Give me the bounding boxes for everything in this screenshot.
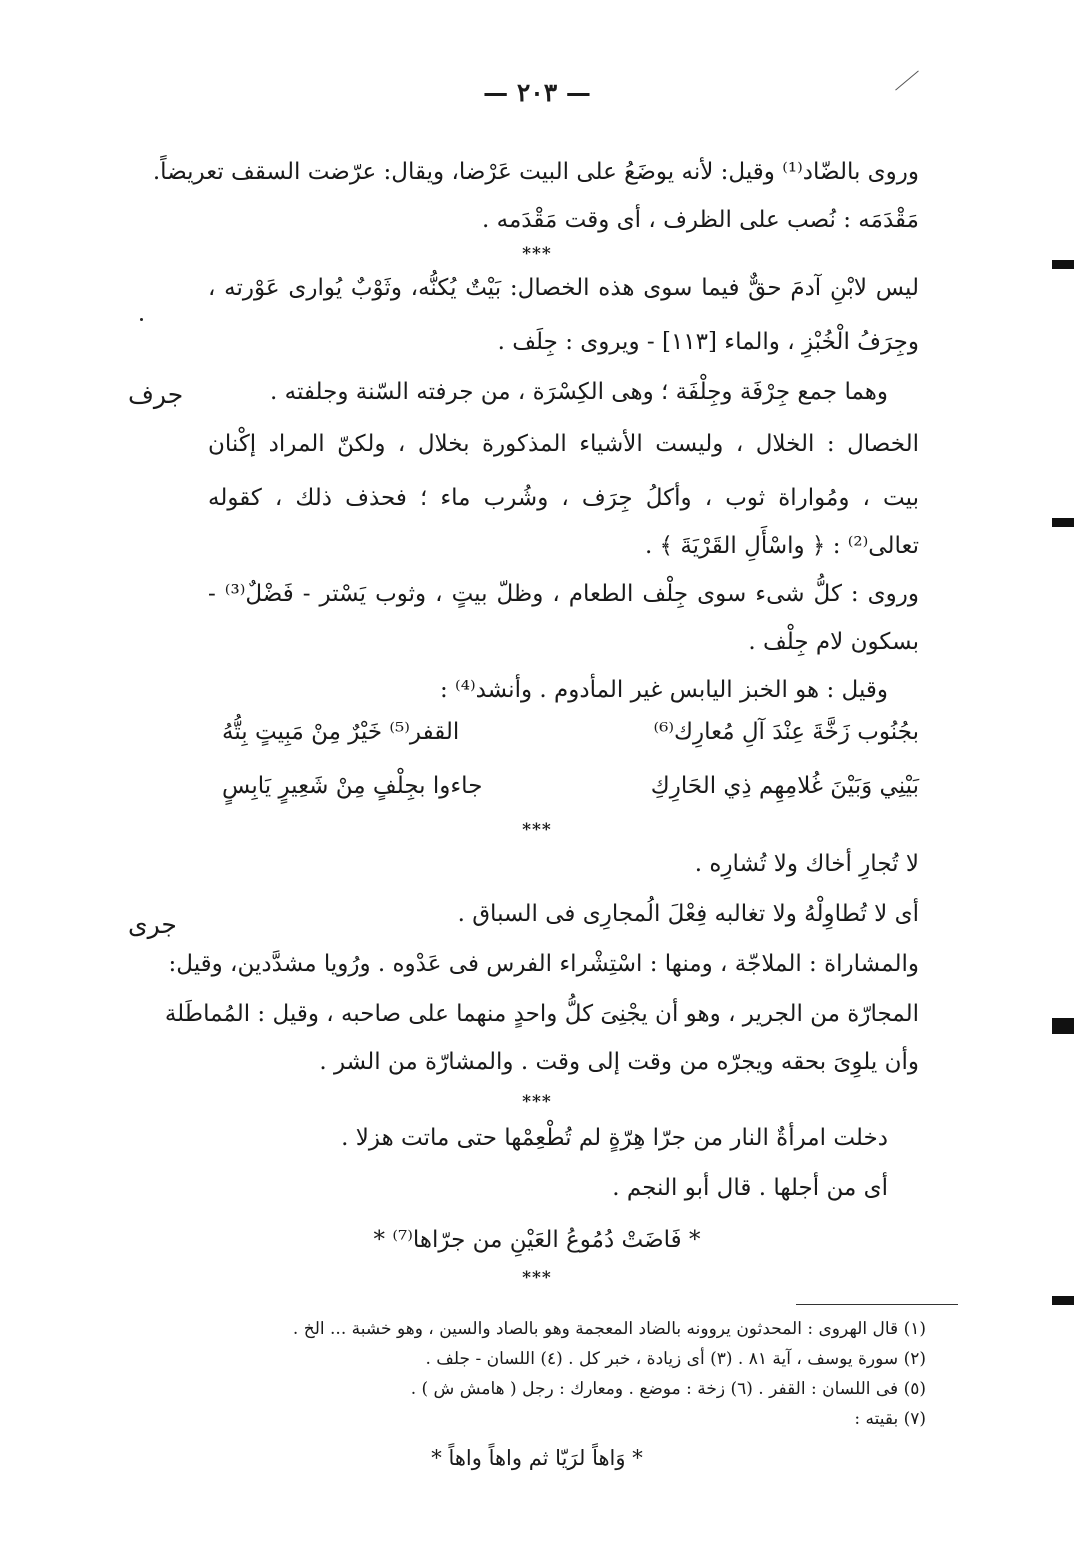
footnote: (٢) سورة يوسف ، آية ٨١ . (٣) أى زيادة ، خبر كل . (٤) اللسان - جلف .: [425, 1349, 926, 1369]
section-separator: ***: [522, 1092, 552, 1112]
text-line: أى لا تُطاوِلْهُ ولا تغالبه فِعْلَ الُمجارِى فى السباق .: [457, 901, 919, 927]
section-separator: ***: [522, 244, 552, 264]
text-line: المجارّة من الجرير ، وهو أن يجْنِىَ كلُّ واحدٍ منهما على صاحبه ، وقيل : المُماطَلة: [164, 1001, 919, 1027]
edge-mark: [1052, 1296, 1074, 1305]
poem-hemistich: * فَاضَتْ دُمُوعُ العَيْنِ من جرّاها⁽⁷⁾ *: [373, 1227, 701, 1253]
text-line: الخصال : الخلال ، وليست الأشياء المذكورة بخلال ، ولكنّ المراد إكْنان: [208, 431, 919, 457]
verse-hemistich: بجُنُوب زَخَّةَ عِنْدَ آلِ مُعارِك⁽⁶⁾: [653, 719, 919, 745]
text-line: والمشاراة : الملاجّة ، ومنها : اسْتِشْراء الفرس فى عَدْوه . ورُويا مشدَّدين، وقيل:: [168, 951, 919, 977]
text-line: وروى : كلُّ شىء سوى جِلْف الطعام ، وظلّ بيتٍ ، وثوب يَسْتر - فَضْلٌ⁽³⁾ -: [208, 581, 920, 607]
text-line: وروى بالضّاد⁽¹⁾ وقيل: لأنه يوضَعُ على البيت عَرْضا، ويقال: عرّضت السقف تعريضاً.: [152, 159, 919, 185]
text-line: بيت ، ومُواراة ثوب ، وأكلُ جِرَف ، وشُرب ماء ؛ فحذف ذلك ، كقوله: [208, 485, 919, 511]
text-line: دخلت امرأةٌ النار من جرّا هِرّةٍ لم تُطْعِمْها حتى ماتت هزلا .: [341, 1125, 888, 1151]
text-line: أى من أجلها . قال أبو النجم .: [612, 1175, 888, 1201]
margin-word-jara: جرى: [128, 910, 177, 939]
section-separator: ***: [522, 820, 552, 840]
margin-word-jarf: جرف: [128, 380, 184, 409]
text-line: بسكون لام جِلْف .: [748, 629, 919, 655]
text-line: وهما جمع جِرْفَة وجِلْفَة ؛ وهى الكِسْرَة ، من جرفته السّنة وجلفته .: [269, 379, 888, 405]
text-line: وجِرَفُ الْخُبْزِ ، والماء [١١٣] - ويروى : جِلَف .: [497, 329, 919, 355]
page-number: — ٢٠٣ —: [483, 78, 591, 107]
text-line: وقيل : هو الخبز اليابس غير المأدوم . وأنشد⁽⁴⁾ :: [439, 677, 888, 703]
footnote: (٧) بقيته :: [854, 1409, 926, 1429]
ink-speck: [140, 318, 143, 321]
text-line: تعالى⁽²⁾ : ﴿ واسْأَلِ القَرْيَةَ ﴾ .: [644, 533, 919, 559]
section-separator: ***: [522, 1268, 552, 1288]
footnote: (١) قال الهروى : المحدثون يروونه بالضاد المعجمة وهو بالصاد والسين ، وهو خشبة ... الخ .: [292, 1319, 926, 1339]
edge-mark: [1052, 1018, 1074, 1034]
text-line: لا تُجارِ أخاك ولا تُشارِه .: [694, 851, 919, 877]
verse-hemistich: جاءوا بجِلْفٍ مِنْ شَعِيرٍ يَابِسٍ: [222, 773, 483, 799]
verse-hemistich: القفر⁽⁵⁾ خَيْرٌ مِنْ مَبِيتٍ بِتُّهُ: [222, 719, 460, 745]
text-line: مَقْدَمَه : نُصب على الظرف ، أى وقت مَقْدَمه .: [482, 207, 919, 233]
edge-mark: [1052, 518, 1074, 527]
text-line: ليس لابْنِ آدمَ حقٌّ فيما سوى هذه الخصال: بَيْتٌ يُكنُّه، وثَوْبٌ يُوارى عَوْرته ،: [208, 275, 919, 301]
text-line: وأن يلوِىَ بحقه ويجرّه من وقت إلى وقت . والمشارّة من الشر .: [319, 1049, 919, 1075]
verse-hemistich: بَيْنِي وَبَيْنَ غُلامِهِم ذِي الحَارِكِ: [650, 773, 919, 799]
footnote-rule: [796, 1304, 958, 1305]
footnote: (٥) فى اللسان : القفر . (٦) زخة : موضع . ومعارك : رجل ( هامش ش ) .: [410, 1379, 926, 1399]
footnote-verse: * وَاهاً لرَيّا ثم واهاً واهاً *: [431, 1446, 643, 1470]
